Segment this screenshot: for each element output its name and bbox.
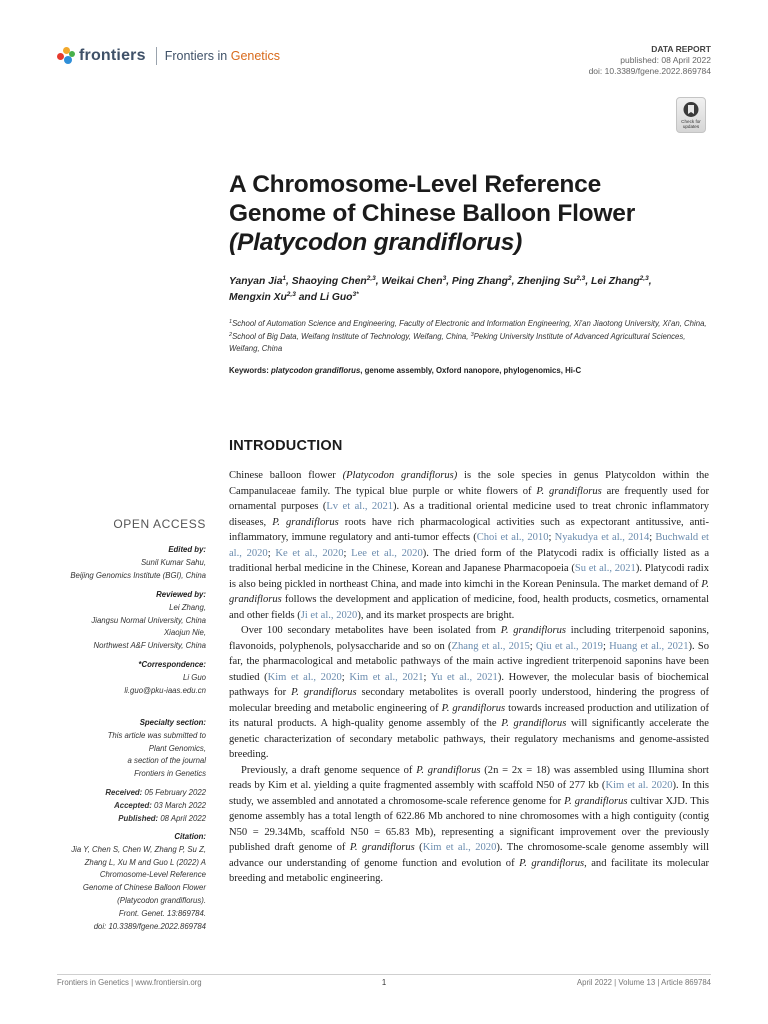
reviewer-name[interactable]: Lei Zhang, bbox=[169, 602, 206, 612]
page-number: 1 bbox=[381, 978, 387, 987]
citation-link[interactable]: Qiu et al., 2019 bbox=[535, 640, 603, 652]
citation-section: Citation: Jia Y, Chen S, Chen W, Zhang P, Su Z, Zhang L, Xu M and Guo L (2022) A Chromosome-Level Reference Genome of Chinese Balloon Flower (Platycodon grandiflorus). Front. Genet. 13:869784. doi: 10.3389/fgene.2022.869784 bbox=[40, 831, 206, 933]
citation-link[interactable]: Kim et al., 2020 bbox=[422, 842, 497, 853]
citation-doi[interactable]: doi: 10.3389/fgene.2022.869784 bbox=[93, 921, 206, 931]
citation-link[interactable]: Buchwald et al., 2020 bbox=[229, 532, 709, 559]
author[interactable]: Lei Zhang$^{2,3}$ bbox=[591, 275, 649, 287]
frontiers-logo-icon bbox=[57, 46, 75, 66]
logo-divider bbox=[156, 47, 157, 65]
author[interactable]: Zhenjing Su$^{2,3}$ bbox=[517, 275, 586, 287]
footer-journal[interactable]: Frontiers in Genetics | www.frontiersin.org bbox=[57, 978, 202, 987]
author[interactable]: Shaoying Chen$^{2,3}$ bbox=[291, 275, 376, 287]
keywords: Keywords: platycodon grandiflorus, genome assembly, Oxford nanopore, phylogenomics, Hi-C bbox=[229, 366, 582, 375]
footer-issue: April 2022 | Volume 13 | Article 869784 bbox=[576, 978, 711, 987]
section-heading: INTRODUCTION bbox=[229, 438, 343, 454]
citation-link[interactable]: Choi et al., 2010 bbox=[476, 532, 549, 543]
check-for-updates-button[interactable] bbox=[676, 97, 706, 133]
published-date: published: 08 April 2022 bbox=[620, 55, 711, 65]
paragraph: Chinese balloon flower (Platycodon grandiflorus) is the sole species in genus Platycoldon within the Campanulaceae family. The typical blue purple or white flowers of P. grandiflorus are frequently used for ornamental purposes (Lv et al., 2021). As a traditional oriental medicine used to treat chronic inflammatory diseases, P. grandiflorus roots have rich pharmacological activities such as expectorant antitussive, anti-inflammatory, immune regulatory and anti-tumor effects (Choi et al., 2010; Nyakudya et al., 2014; Buchwald et al., 2020; Ke et al., 2020; Lee et al., 2020). The dried form of the Platycodi radix is officially listed as a traditional herbal medicine in the Chinese, Korean and Japanese Pharmacopoeia (Su et al., 2021). Platycodi radix is also being pickled in northeast China, and made into kimchi in the Korean Peninsula. The market demand of P. grandiflorus follows the development and application of medicine, food, health products, cosmetics, ornamental and other fields (Ji et al., 2020), and its market prospects are bright. bbox=[229, 470, 709, 621]
open-access-label: OPEN ACCESS bbox=[113, 517, 206, 531]
citation-link[interactable]: Lee et al., 2020 bbox=[351, 547, 423, 559]
check-updates-icon bbox=[683, 101, 699, 118]
frontiers-logo[interactable] bbox=[57, 46, 280, 66]
citation-link[interactable]: Huang et al., 2021 bbox=[609, 640, 689, 652]
citation-link[interactable]: Zhang et al., 2015 bbox=[451, 640, 530, 652]
author[interactable]: Weikai Chen$^3$ bbox=[381, 275, 447, 287]
author[interactable]: Li Guo$^{3*}$ bbox=[319, 290, 359, 303]
author[interactable]: Mengxin Xu$^{2,3}$ bbox=[229, 290, 296, 303]
editor-name[interactable]: Sunil Kumar Sahu, bbox=[140, 557, 206, 567]
paragraph: Previously, a draft genome sequence of P. grandiflorus (2n = 2x = 18) was assembled using Illumina short reads by Kim et al. yielding a quite fragmented assembly with scaffold N50 of 277 kb (Kim et al. 2020). In this study, we assembled and annotated a chromosome-scale reference genome for P. grandiflorus cultivar XJD. This genome assembly has a total length of 622.86 Mb anchored to nine chromosomes with a high contiguity (contig N50 = 29.34Mb, scaffold N50 = 65.83 Mb), representing a significant improvement over the previously published draft genome of P. grandiflorus (Kim et al., 2020). The chromosome-scale genome assembly will advance our understanding of genome function and evolution of P. grandiflorus, and facilitate its molecular breeding and metabolic engineering. bbox=[229, 764, 710, 884]
citation-link[interactable]: Ji et al., 2020 bbox=[300, 609, 358, 621]
citation-link[interactable]: Lv et al., 2021 bbox=[326, 501, 394, 512]
check-updates-label: Check for updates bbox=[681, 119, 701, 129]
citation-link[interactable]: Nyakudya et al., 2014 bbox=[554, 532, 650, 543]
article-doi[interactable]: doi: 10.3389/fgene.2022.869784 bbox=[588, 66, 711, 76]
edited-by-section: Edited by: Sunil Kumar Sahu, Beijing Genomics Institute (BGI), China bbox=[40, 544, 206, 582]
affiliations: $^1$School of Automation Science and Engineering, Faculty of Electronic and Information Engineering, Xi'an Jiaotong University, Xi'an, China, $^2$School of Big Data, Weifang Institute of Technology, Weifang, China, $^3$Peking University Institute of Advanced Agricultural Sciences, Weifang, China bbox=[229, 319, 707, 353]
body-text bbox=[229, 468, 709, 887]
correspondence-email[interactable]: li.guo@pku-iaas.edu.cn bbox=[124, 685, 206, 695]
paragraph: Over 100 secondary metabolites have been isolated from P. grandiflorus including triterpenoid saponins, flavonoids, polyphenols, polysaccharide and so on (Zhang et al., 2015; Qiu et al., 2019; Huang et al., 2021). So far, the pharmacological and metabolic pathways of the main active ingredient triterpenoid saponins have been studied (Kim et al., 2020; Kim et al., 2021; Yu et al., 2021). However, the molecular basis of biochemical pathways for P. grandiflorus secondary metabolites is overall poorly understood, hindering the progress of molecular breeding and metabolic engineering of P. grandiflorus towards increased production and utilization of its natural products. A high-quality genome assembly of the P. grandiflorus will significantly accelerate the genetic characterization of secondary metabolic pathways, their regulatory mechanisms and genome-assisted breeding. bbox=[229, 625, 709, 760]
citation-link[interactable]: Kim et al., 2021 bbox=[349, 671, 424, 683]
author-list: Yanyan Jia$^1$, Shaoying Chen$^{2,3}$, Weikai Chen$^3$, Ping Zhang$^2$, Zhenjing Su$^{2,3}$, Lei Zhang$^{2,3}$, Mengxin Xu$^{2,3}$ and Li Guo$^{3*}$ bbox=[229, 275, 652, 303]
article-meta bbox=[589, 44, 711, 77]
correspondence-section: *Correspondence: Li Guo li.guo@pku-iaas.edu.cn bbox=[40, 659, 206, 697]
author[interactable]: Yanyan Jia$^1$ bbox=[229, 275, 287, 287]
journal-name[interactable]: Frontiers in Genetics bbox=[164, 49, 281, 63]
article-type: DATA REPORT bbox=[651, 44, 711, 54]
specialty-section: Specialty section: This article was submitted to Plant Genomics, a section of the journal Frontiers in Genetics bbox=[107, 718, 206, 779]
citation-link[interactable]: Kim et al. 2020 bbox=[605, 780, 673, 791]
reviewed-by-section: Reviewed by: Lei Zhang, Jiangsu Normal University, China Xiaojun Nie, Northwest A&F University, China bbox=[40, 589, 206, 653]
citation-link[interactable]: Ke et al., 2020 bbox=[275, 547, 344, 559]
dates-section: Received: 05 February 2022 Accepted: 03 March 2022 Published: 08 April 2022 bbox=[105, 788, 206, 823]
author[interactable]: Ping Zhang$^2$ bbox=[451, 275, 512, 287]
reviewer-name[interactable]: Xiaojun Nie, bbox=[163, 628, 206, 638]
article-title: A Chromosome-Level Reference Genome of Chinese Balloon Flower (Platycodon grandiflorus) bbox=[229, 171, 636, 256]
citation-link[interactable]: Su et al., 2021 bbox=[574, 563, 636, 574]
citation-link[interactable]: Yu et al., 2021 bbox=[430, 671, 498, 683]
brand-name: frontiers bbox=[79, 47, 146, 64]
page-footer bbox=[57, 974, 711, 987]
citation-link[interactable]: Kim et al., 2020 bbox=[267, 671, 342, 683]
